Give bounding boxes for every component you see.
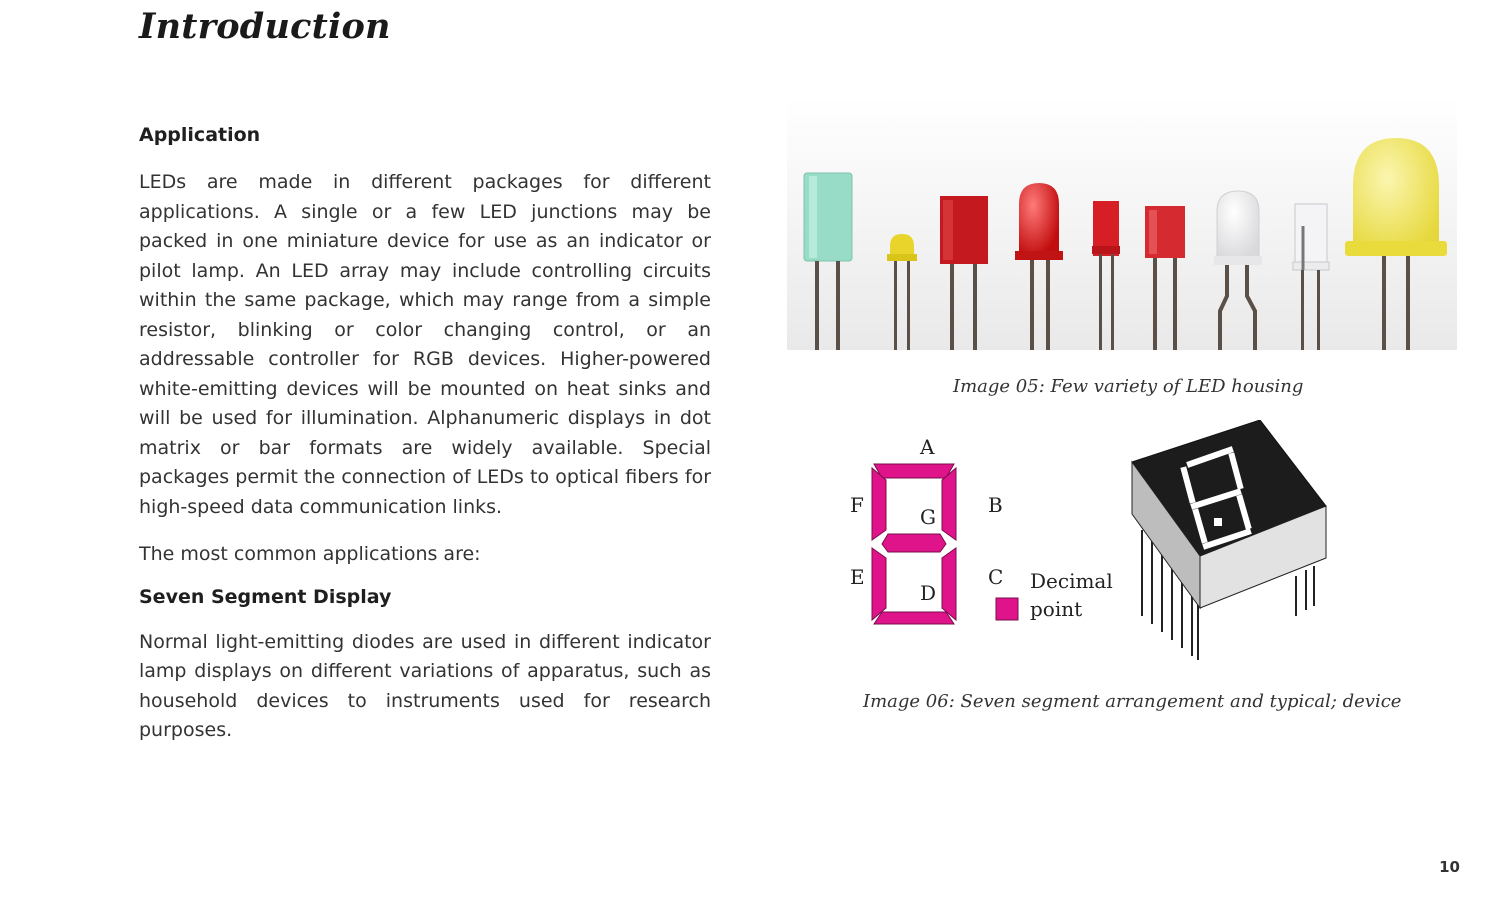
decimal-point-label-line2: point	[1030, 597, 1083, 621]
image05-caption: Image 05: Few variety of LED housing	[953, 376, 1304, 397]
seven-segment-diagram	[830, 420, 1350, 670]
segment-label-d: D	[920, 581, 937, 605]
seven-segment-heading: Seven Segment Display	[139, 585, 392, 608]
segment-digit	[872, 464, 1018, 624]
segment-label-e: E	[850, 565, 865, 589]
common-applications-intro: The most common applications are:	[139, 543, 481, 565]
application-paragraph: LEDs are made in different packages for different applications. A single or a few LED junctions may be packed in one miniature device for use as an indicator or pilot lamp. An LED array may include controlling circuits within the same package, which may range from a simple resistor, blinking or color changing control, or an addressable controller for RGB devices. Higher-powered white-emitting devices will be mounted on heat sinks and will be used for illumination. Alphanumeric displays in dot matrix or bar formats are widely available. Special packages permit the connection of LEDs to optical fibers for high-speed data communication links.	[139, 171, 711, 518]
page-title: Introduction	[139, 6, 391, 47]
seven-segment-paragraph: Normal light-emitting diodes are used in different indicator lamp displays on different variations of apparatus, such as household devices to instruments used for research purposes.	[139, 630, 711, 741]
seven-segment-device	[1132, 420, 1326, 660]
segment-label-g: G	[920, 505, 936, 529]
page-number: 10	[1439, 858, 1460, 876]
decimal-point-label-line1: Decimal	[1030, 569, 1113, 593]
image06-caption: Image 06: Seven segment arrangement and typical; device	[863, 691, 1402, 712]
segment-label-f: F	[850, 493, 864, 517]
led-housing-photo	[787, 96, 1457, 350]
segment-label-b: B	[988, 493, 1003, 517]
segment-label-a: A	[920, 435, 935, 459]
text-column	[139, 124, 711, 746]
application-heading: Application	[139, 124, 261, 146]
segment-label-c: C	[988, 565, 1004, 589]
